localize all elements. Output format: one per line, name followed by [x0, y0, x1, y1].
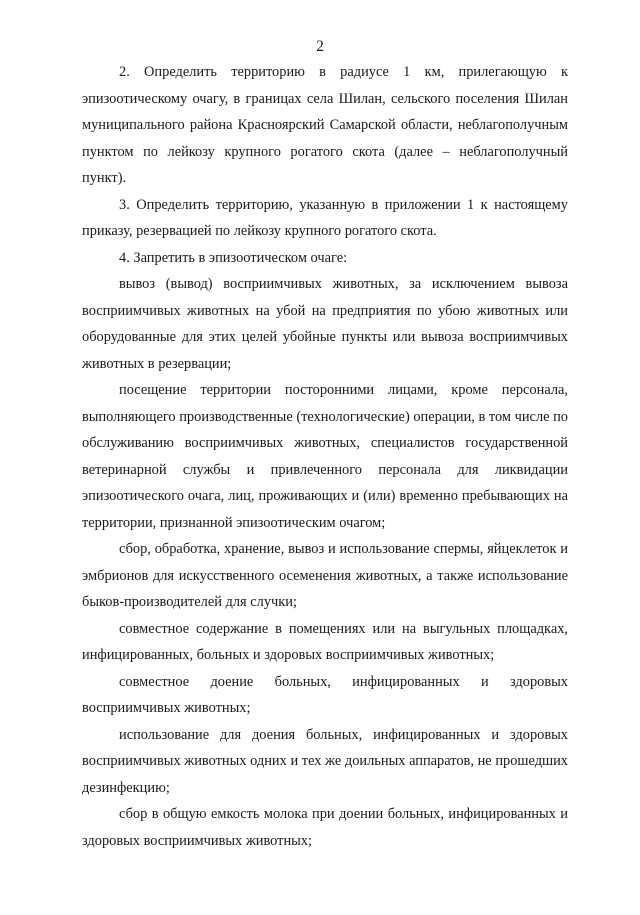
ban-item-removal: вывоз (вывод) восприимчивых животных, за исключением вывоза восприимчивых животных на убой на предприятия по убою животных или оборудованные для этих целей убойные пункты или вывоза восприимчивых животных в резервации;: [82, 276, 568, 372]
paragraph-3: 3. Определить территорию, указанную в приложении 1 к настоящему приказу, резервацией по лейкозу крупного рогатого скота.: [82, 196, 568, 239]
paragraph-2: 2. Определить территорию в радиусе 1 км, прилегающую к эпизоотическому очагу, в границах села Шилан, сельского поселения Шилан муниципального района Красноярский Самарской области, неблагополучным пунктом по лейкозу крупного рогатого скота (далее – неблагополучный пункт).: [82, 64, 568, 186]
paragraph-4: 4. Запретить в эпизоотическом очаге:: [119, 249, 348, 266]
ban-item-joint-milking: совместное доение больных, инфицированных и здоровых восприимчивых животных;: [82, 673, 568, 716]
page-number: 2: [316, 38, 324, 55]
ban-item-milking-machines: использование для доения больных, инфицированных и здоровых восприимчивых животных одних и тех же доильных аппаратов, не прошедших дезинфекцию;: [82, 726, 568, 796]
ban-item-visits: посещение территории посторонними лицами, кроме персонала, выполняющего производственные (технологические) операции, в том числе по обслуживанию восприимчивых животных, специалистов государственной ветеринарной службы и привлеченного персонала для ликвидации эпизоотического очага, лиц, проживающих и (или) временно пребывающих на территории, признанной эпизоотическим очагом;: [82, 382, 569, 531]
ban-item-semen: сбор, обработка, хранение, вывоз и использование спермы, яйцеклеток и эмбрионов для искусственного осеменения животных, а также использование быков-производителей для случки;: [82, 541, 568, 610]
ban-item-joint-keeping: совместное содержание в помещениях или на выгульных площадках, инфицированных, больных и здоровых восприимчивых животных;: [82, 620, 568, 663]
ban-item-milk-collection: сбор в общую емкость молока при доении больных, инфицированных и здоровых восприимчивых животных;: [82, 806, 568, 849]
document-body: [82, 59, 568, 854]
